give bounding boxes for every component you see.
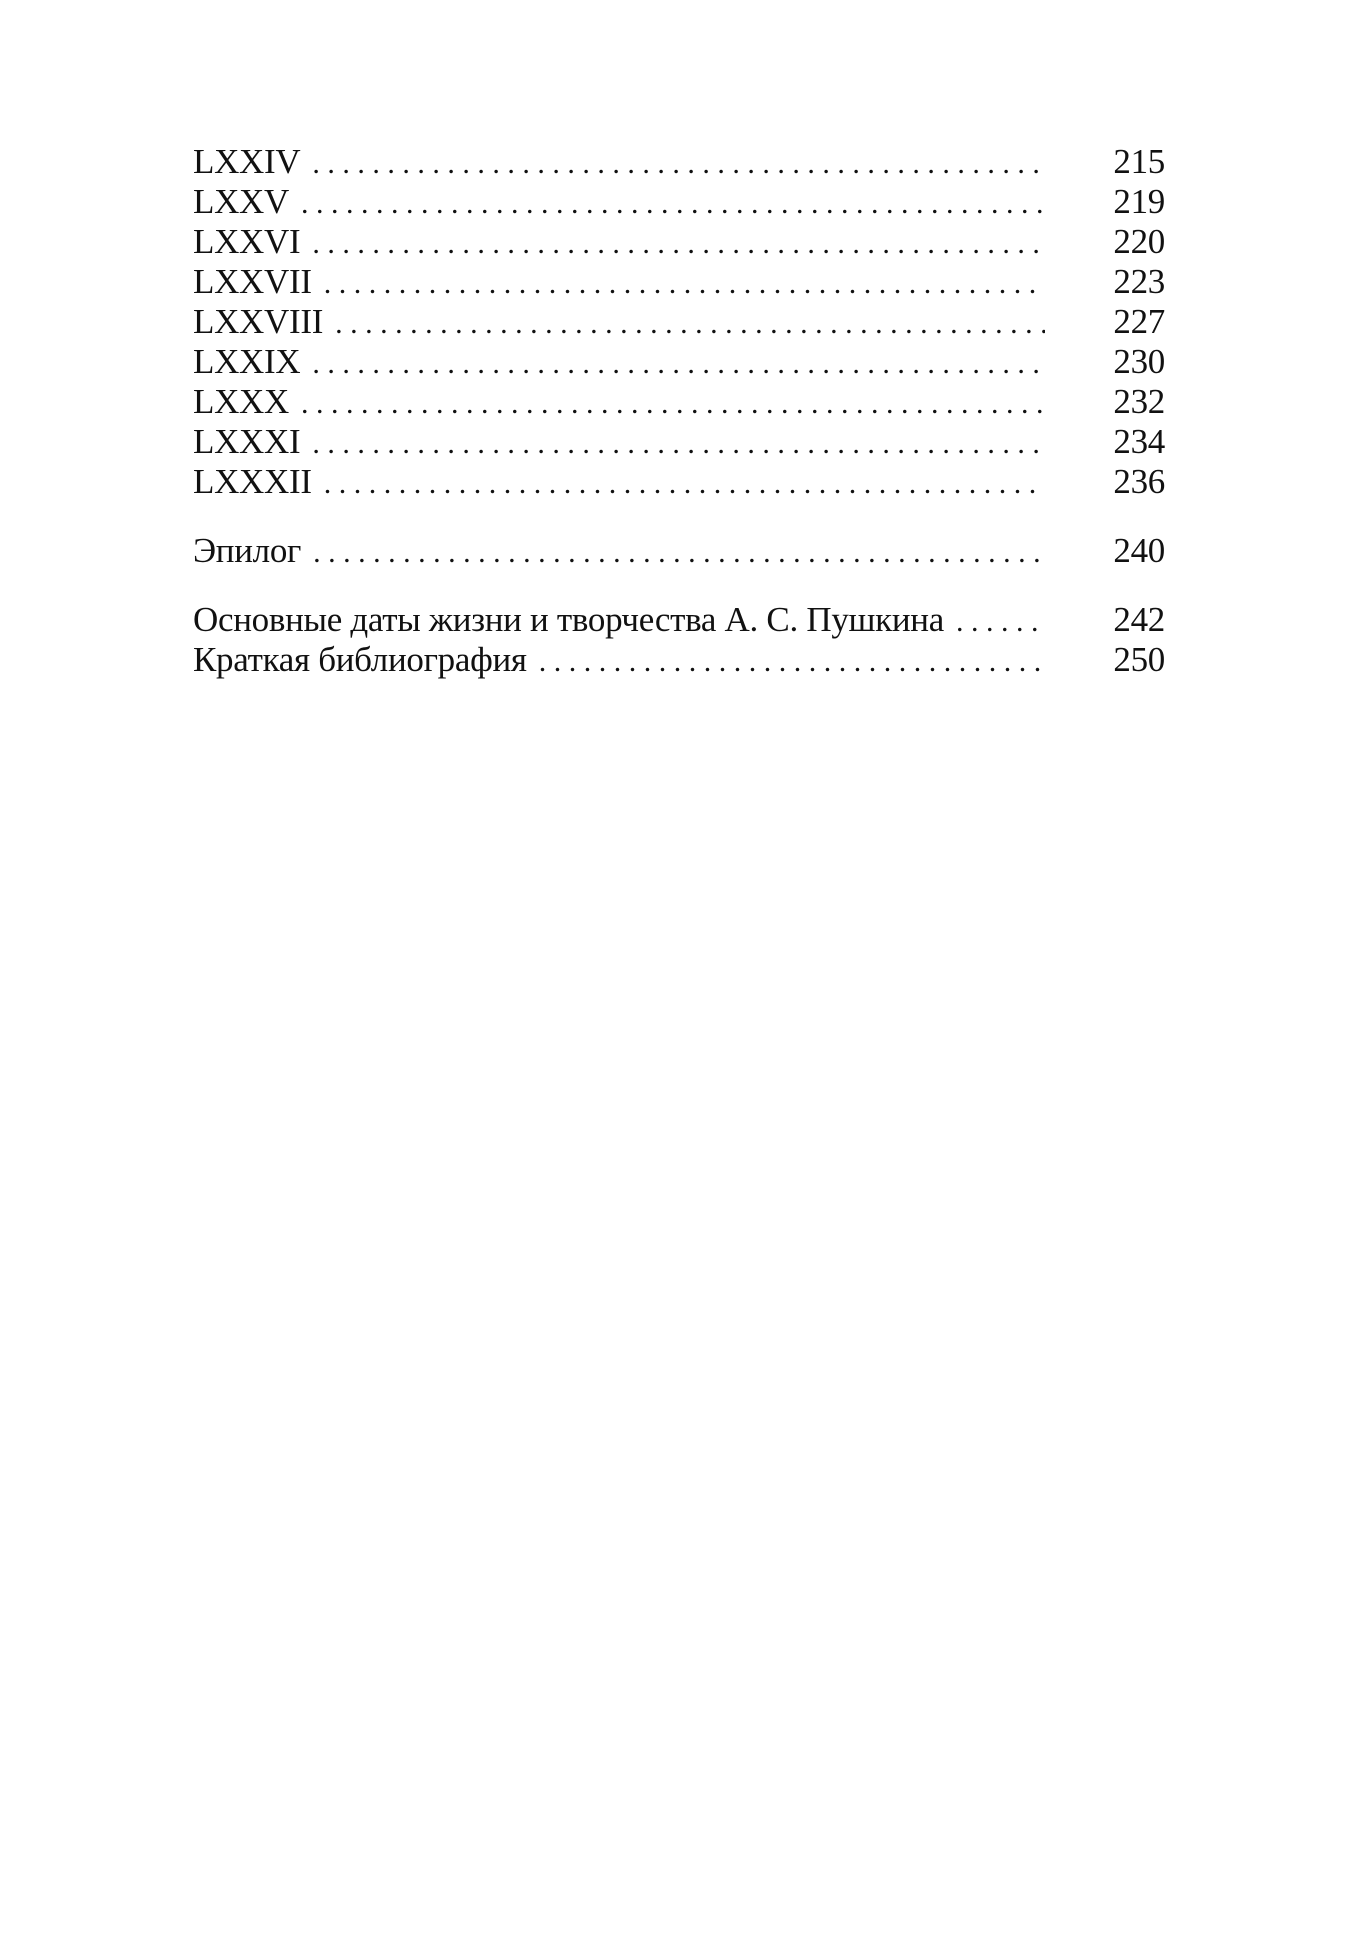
toc-entry <box>193 262 1165 302</box>
toc-entry-page: 234 <box>1113 422 1165 461</box>
toc-entry-title: LXXVII <box>193 262 312 301</box>
toc-entry-page: 215 <box>1113 142 1165 181</box>
toc-entry-dates <box>193 600 1165 640</box>
toc-entry-title: LXXX <box>193 382 290 421</box>
toc-entry-page: 219 <box>1113 182 1165 221</box>
toc-chapters-group <box>193 142 1165 502</box>
toc-entry-title: Основные даты жизни и творчества А. С. Пушкина <box>193 600 944 639</box>
toc-entry-page: 236 <box>1113 462 1165 501</box>
toc-entry-title: LXXIX <box>193 342 301 381</box>
toc-entry-title: LXXIV <box>193 142 301 181</box>
toc-appendix-group <box>193 600 1165 680</box>
toc-dot-leader <box>301 184 1045 224</box>
toc-entry <box>193 142 1165 182</box>
toc-entry-page: 232 <box>1113 382 1165 421</box>
toc-entry-title: LXXXI <box>193 422 301 461</box>
toc-dot-leader <box>312 344 1045 384</box>
toc-dot-leader <box>324 464 1045 504</box>
toc-entry-page: 230 <box>1113 342 1165 381</box>
toc-entry-title: LXXXII <box>193 462 312 501</box>
toc-entry-page: 242 <box>1113 600 1165 639</box>
toc-entry-title: Эпилог <box>193 531 302 570</box>
toc-entry <box>193 182 1165 222</box>
toc-entry-page: 240 <box>1113 531 1165 570</box>
toc-entry <box>193 382 1165 422</box>
toc-dot-leader <box>324 264 1045 304</box>
toc-epilogue-group <box>193 531 1165 571</box>
toc-entry <box>193 342 1165 382</box>
toc-entry-title: Краткая библиография <box>193 640 527 679</box>
toc-entry <box>193 422 1165 462</box>
toc-entry-page: 227 <box>1113 302 1165 341</box>
toc-entry-page: 223 <box>1113 262 1165 301</box>
toc-dot-leader <box>539 642 1045 682</box>
toc-dot-leader <box>335 304 1045 344</box>
toc-entry-bibliography <box>193 640 1165 680</box>
toc-entry <box>193 302 1165 342</box>
toc-entry <box>193 222 1165 262</box>
toc-entry-page: 250 <box>1113 640 1165 679</box>
toc-dot-leader <box>312 224 1045 264</box>
toc-entry-title: LXXVI <box>193 222 301 261</box>
toc-dot-leader <box>313 533 1045 573</box>
toc-dot-leader <box>956 602 1045 642</box>
toc-dot-leader <box>301 384 1045 424</box>
toc-entry-title: LXXVIII <box>193 302 324 341</box>
toc-entry-page: 220 <box>1113 222 1165 261</box>
table-of-contents <box>193 142 1165 680</box>
toc-entry <box>193 462 1165 502</box>
toc-dot-leader <box>312 144 1045 184</box>
toc-entry-title: LXXV <box>193 182 290 221</box>
toc-entry-epilogue <box>193 531 1165 571</box>
toc-dot-leader <box>312 424 1045 464</box>
